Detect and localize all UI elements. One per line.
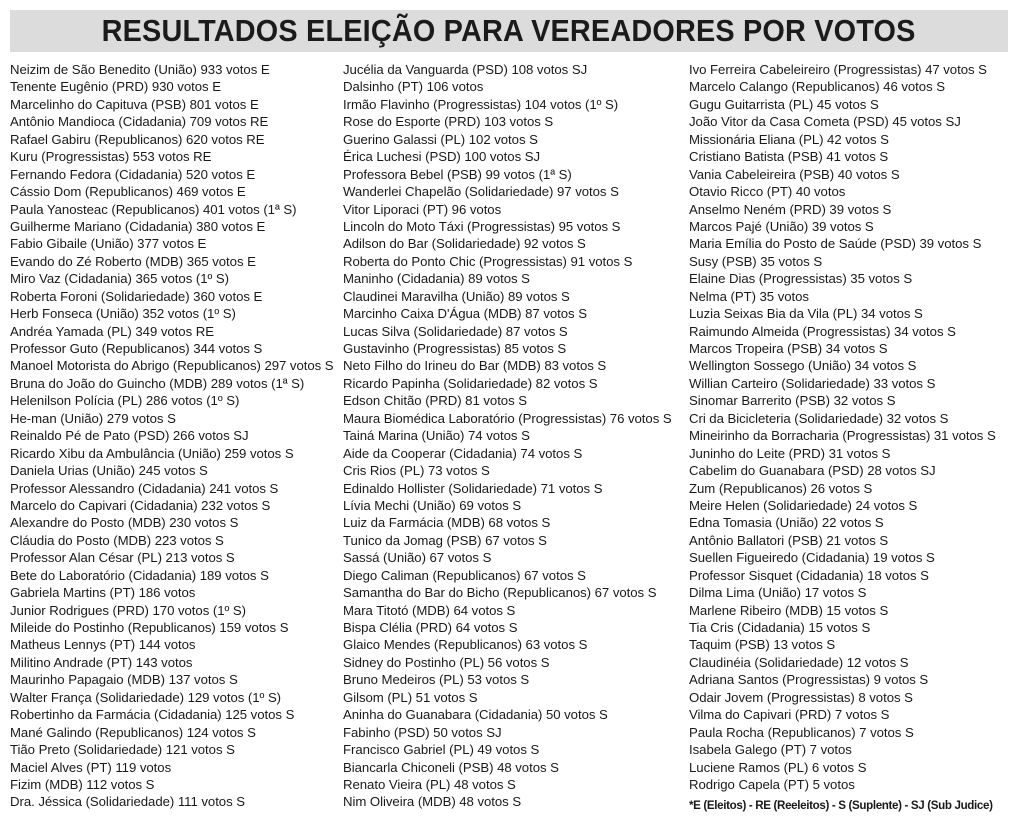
candidate-result: Edson Chitão (PRD) 81 votos S xyxy=(343,393,527,409)
candidate-result: Missionária Eliana (PL) 42 votos S xyxy=(689,131,889,147)
candidate-result: Kuru (Progressistas) 553 votos RE xyxy=(10,149,212,165)
results-column-1 xyxy=(10,61,340,811)
legend-note: *E (Eleitos) - RE (Reeleitos) - S (Suplente) - SJ (Sub Judice) xyxy=(689,799,993,812)
candidate-result: Irmão Flavinho (Progressistas) 104 votos (1º S) xyxy=(343,96,619,112)
candidate-result: Miro Vaz (Cidadania) 365 votos (1º S) xyxy=(10,271,229,287)
candidate-result: Cris Rios (PL) 73 votos S xyxy=(343,463,490,479)
candidate-result: Luciene Ramos (PL) 6 votos S xyxy=(689,759,867,775)
candidate-result: Wellington Sossego (União) 34 votos S xyxy=(689,358,917,374)
candidate-result: Mara Titotó (MDB) 64 votos S xyxy=(343,602,516,618)
candidate-result: Rodrigo Capela (PT) 5 votos xyxy=(689,776,855,792)
candidate-result: João Vitor da Casa Cometa (PSD) 45 votos SJ xyxy=(689,114,961,130)
candidate-result: Edinaldo Hollister (Solidariedade) 71 votos S xyxy=(343,480,603,496)
candidate-result: Professora Bebel (PSB) 99 votos (1ª S) xyxy=(343,166,572,182)
candidate-result: Tunico da Jomag (PSB) 67 votos S xyxy=(343,532,547,548)
candidate-result: Vilma do Capivari (PRD) 7 votos S xyxy=(689,707,890,723)
candidate-result: Fabio Gibaile (União) 377 votos E xyxy=(10,236,207,252)
candidate-result: Wanderlei Chapelão (Solidariedade) 97 votos S xyxy=(343,184,619,200)
candidate-result: Antônio Mandioca (Cidadania) 709 votos RE xyxy=(10,114,269,130)
candidate-result: Mileide do Postinho (Republicanos) 159 votos S xyxy=(10,620,289,635)
candidate-result: Cabelim do Guanabara (PSD) 28 votos SJ xyxy=(689,463,936,479)
candidate-result: Zum (Republicanos) 26 votos S xyxy=(689,480,873,496)
candidate-result: Juninho do Leite (PRD) 31 votos S xyxy=(689,445,891,461)
candidate-result: Taquim (PSB) 13 votos S xyxy=(689,637,836,653)
candidate-result: Gustavinho (Progressistas) 85 votos S xyxy=(343,341,567,356)
candidate-result: Mineirinho da Borracharia (Progressistas) 31 votos S xyxy=(689,428,996,444)
candidate-result: Maura Biomédica Laboratório (Progressistas) 76 votos S xyxy=(343,410,672,426)
candidate-result: Gilsom (PL) 51 votos S xyxy=(343,689,478,705)
candidate-result: Neto Filho do Irineu do Bar (MDB) 83 votos S xyxy=(343,358,607,374)
candidate-result: Adilson do Bar (Solidariedade) 92 votos S xyxy=(343,236,586,252)
candidate-result: Marcelinho do Capituva (PSB) 801 votos E xyxy=(10,96,259,112)
candidate-result: Militino Andrade (PT) 143 votos xyxy=(10,654,193,670)
candidate-result: Gugu Guitarrista (PL) 45 votos S xyxy=(689,96,879,112)
candidate-result: Matheus Lennys (PT) 144 votos xyxy=(10,637,196,653)
candidate-result: Rose do Esporte (PRD) 103 votos S xyxy=(343,114,554,130)
candidate-result: Sassá (União) 67 votos S xyxy=(343,550,492,566)
candidate-result: Maria Emília do Posto de Saúde (PSD) 39 votos S xyxy=(689,236,982,252)
candidate-result: Dra. Jéssica (Solidariedade) 111 votos S xyxy=(10,794,246,810)
candidate-result: Claudinei Maravilha (União) 89 votos S xyxy=(343,288,570,304)
candidate-result: Maciel Alves (PT) 119 votos xyxy=(10,759,172,775)
candidate-result: Vania Cabeleireira (PSB) 40 votos S xyxy=(689,166,900,182)
candidate-result: Diego Caliman (Republicanos) 67 votos S xyxy=(343,567,586,583)
candidate-result: Fernando Fedora (Cidadania) 520 votos E xyxy=(10,166,256,182)
candidate-result: Dalsinho (PT) 106 votos xyxy=(343,79,484,95)
candidate-result: Bete do Laboratório (Cidadania) 189 votos S xyxy=(10,567,269,583)
candidate-result: Lucas Silva (Solidariedade) 87 votos S xyxy=(343,323,568,339)
candidate-result: Roberta do Ponto Chic (Progressistas) 91 votos S xyxy=(343,253,633,269)
candidate-result: Professor Guto (Republicanos) 344 votos S xyxy=(10,341,263,356)
candidate-result: He-man (União) 279 votos S xyxy=(10,410,176,426)
candidate-result: Otavio Ricco (PT) 40 votos xyxy=(689,184,846,200)
candidate-result: Guerino Galassi (PL) 102 votos S xyxy=(343,131,538,147)
candidate-result: Luzia Seixas Bia da Vila (PL) 34 votos S xyxy=(689,306,923,322)
candidate-result: Willian Carteiro (Solidariedade) 33 votos S xyxy=(689,375,936,391)
candidate-result: Francisco Gabriel (PL) 49 votos S xyxy=(343,742,540,758)
candidate-result: Sinomar Barrerito (PSB) 32 votos S xyxy=(689,393,896,409)
title-banner xyxy=(10,10,1008,52)
candidate-result: Marcinho Caixa D'Água (MDB) 87 votos S xyxy=(343,306,587,322)
candidate-result: Junior Rodrigues (PRD) 170 votos (1º S) xyxy=(10,602,246,618)
candidate-result: Bruno Medeiros (PL) 53 votos S xyxy=(343,672,530,688)
candidate-result: Odair Jovem (Progressistas) 8 votos S xyxy=(689,689,913,705)
candidate-result: Roberta Foroni (Solidariedade) 360 votos E xyxy=(10,288,263,304)
candidate-result: Cri da Bicicleteria (Solidariedade) 32 votos S xyxy=(689,410,949,426)
candidate-result: Paula Rocha (Republicanos) 7 votos S xyxy=(689,724,914,740)
candidate-result: Sidney do Postinho (PL) 56 votos S xyxy=(343,654,550,670)
candidate-result: Helenilson Polícia (PL) 286 votos (1º S) xyxy=(10,393,240,409)
candidate-result: Lívia Mechi (União) 69 votos S xyxy=(343,497,522,513)
candidate-result: Renato Vieira (PL) 48 votos S xyxy=(343,776,516,792)
candidate-result: Ivo Ferreira Cabeleireiro (Progressistas) 47 votos S xyxy=(689,62,987,77)
candidate-result: Gabriela Martins (PT) 186 votos xyxy=(10,585,196,601)
candidate-result: Marcos Tropeira (PSB) 34 votos S xyxy=(689,341,888,356)
candidate-result: Professor Sisquet (Cidadania) 18 votos S xyxy=(689,567,929,583)
candidate-result: Claudinéia (Solidariedade) 12 votos S xyxy=(689,654,909,670)
candidate-result: Nelma (PT) 35 votos xyxy=(689,288,809,304)
candidate-result: Adriana Santos (Progressistas) 9 votos S xyxy=(689,672,929,688)
candidate-result: Robertinho da Farmácia (Cidadania) 125 votos S xyxy=(10,707,295,723)
candidate-result: Elaine Dias (Progressistas) 35 votos S xyxy=(689,271,913,287)
candidate-result: Samantha do Bar do Bicho (Republicanos) 67 votos S xyxy=(343,585,657,601)
candidate-result: Professor Alessandro (Cidadania) 241 votos S xyxy=(10,480,279,496)
candidate-result: Fizim (MDB) 112 votos S xyxy=(10,776,155,792)
candidate-result: Maninho (Cidadania) 89 votos S xyxy=(343,271,530,287)
candidate-result: Raimundo Almeida (Progressistas) 34 votos S xyxy=(689,323,956,339)
candidate-result: Cristiano Batista (PSB) 41 votos S xyxy=(689,149,889,165)
candidate-result: Dilma Lima (União) 17 votos S xyxy=(689,585,867,601)
candidate-result: Daniela Urias (União) 245 votos S xyxy=(10,463,208,479)
candidate-result: Jucélia da Vanguarda (PSD) 108 votos SJ xyxy=(343,62,588,77)
candidate-result: Luiz da Farmácia (MDB) 68 votos S xyxy=(343,515,551,531)
candidate-result: Suellen Figueiredo (Cidadania) 19 votos S xyxy=(689,550,935,566)
candidate-result: Érica Luchesi (PSD) 100 votos SJ xyxy=(343,149,541,165)
candidate-result: Meire Helen (Solidariedade) 24 votos S xyxy=(689,497,918,513)
candidate-result: Cláudia do Posto (MDB) 223 votos S xyxy=(10,532,224,548)
candidate-result: Lincoln do Moto Táxi (Progressistas) 95 votos S xyxy=(343,218,621,234)
candidate-result: Evando do Zé Roberto (MDB) 365 votos E xyxy=(10,253,256,269)
candidate-result: Marcelo Calango (Republicanos) 46 votos S xyxy=(689,79,945,95)
candidate-result: Ricardo Xibu da Ambulância (União) 259 votos S xyxy=(10,445,294,461)
candidate-result: Paula Yanosteac (Republicanos) 401 votos (1ª S) xyxy=(10,201,297,217)
candidate-result: Cássio Dom (Republicanos) 469 votos E xyxy=(10,184,246,200)
candidate-result: Antônio Ballatori (PSB) 21 votos S xyxy=(689,532,889,548)
candidate-result: Tenente Eugênio (PRD) 930 votos E xyxy=(10,79,221,95)
candidate-result: Anselmo Neném (PRD) 39 votos S xyxy=(689,201,892,217)
candidate-result: Tainá Marina (União) 74 votos S xyxy=(343,428,530,444)
candidate-result: Alexandre do Posto (MDB) 230 votos S xyxy=(10,515,239,531)
candidate-result: Neizim de São Benedito (União) 933 votos E xyxy=(10,62,270,77)
candidate-result: Susy (PSB) 35 votos S xyxy=(689,253,823,269)
candidate-result: Walter França (Solidariedade) 129 votos (1º S) xyxy=(10,689,282,705)
candidate-result: Aninha do Guanabara (Cidadania) 50 votos S xyxy=(343,707,608,723)
candidate-result: Manoel Motorista do Abrigo (Republicanos) 297 votos S xyxy=(10,358,334,374)
candidate-result: Vitor Liporaci (PT) 96 votos xyxy=(343,201,502,217)
candidate-result: Marcos Pajé (União) 39 votos S xyxy=(689,218,874,234)
candidate-result: Biancarla Chiconeli (PSB) 48 votos S xyxy=(343,759,559,775)
candidate-result: Aide da Cooperar (Cidadania) 74 votos S xyxy=(343,445,583,461)
candidate-result: Nim Oliveira (MDB) 48 votos S xyxy=(343,794,522,810)
candidate-result: Rafael Gabiru (Republicanos) 620 votos RE xyxy=(10,131,265,147)
candidate-result: Mané Galindo (Republicanos) 124 votos S xyxy=(10,724,256,740)
candidate-result: Bispa Clélia (PRD) 64 votos S xyxy=(343,620,518,635)
candidate-result: Marlene Ribeiro (MDB) 15 votos S xyxy=(689,602,889,618)
page-title: RESULTADOS ELEIÇÃO PARA VEREADORES POR VOTOS xyxy=(102,13,916,48)
candidate-result: Fabinho (PSD) 50 votos SJ xyxy=(343,724,502,740)
results-column-3 xyxy=(689,61,1019,793)
candidate-result: Guilherme Mariano (Cidadania) 380 votos E xyxy=(10,218,266,234)
candidate-result: Ricardo Papinha (Solidariedade) 82 votos S xyxy=(343,375,598,391)
candidate-result: Tião Preto (Solidariedade) 121 votos S xyxy=(10,742,235,758)
candidate-result: Maurinho Papagaio (MDB) 137 votos S xyxy=(10,672,238,688)
candidate-result: Isabela Galego (PT) 7 votos xyxy=(689,742,852,758)
candidate-result: Professor Alan César (PL) 213 votos S xyxy=(10,550,235,566)
candidate-result: Marcelo do Capivari (Cidadania) 232 votos S xyxy=(10,497,271,513)
candidate-result: Bruna do João do Guincho (MDB) 289 votos (1ª S) xyxy=(10,375,305,391)
results-column-2 xyxy=(343,61,683,811)
candidate-result: Edna Tomasia (União) 22 votos S xyxy=(689,515,884,531)
candidate-result: Reinaldo Pé de Pato (PSD) 266 votos SJ xyxy=(10,428,249,444)
candidate-result: Herb Fonseca (União) 352 votos (1º S) xyxy=(10,306,236,322)
candidate-result: Glaico Mendes (Republicanos) 63 votos S xyxy=(343,637,588,653)
candidate-result: Tia Cris (Cidadania) 15 votos S xyxy=(689,620,871,635)
candidate-result: Andréa Yamada (PL) 349 votos RE xyxy=(10,323,214,339)
